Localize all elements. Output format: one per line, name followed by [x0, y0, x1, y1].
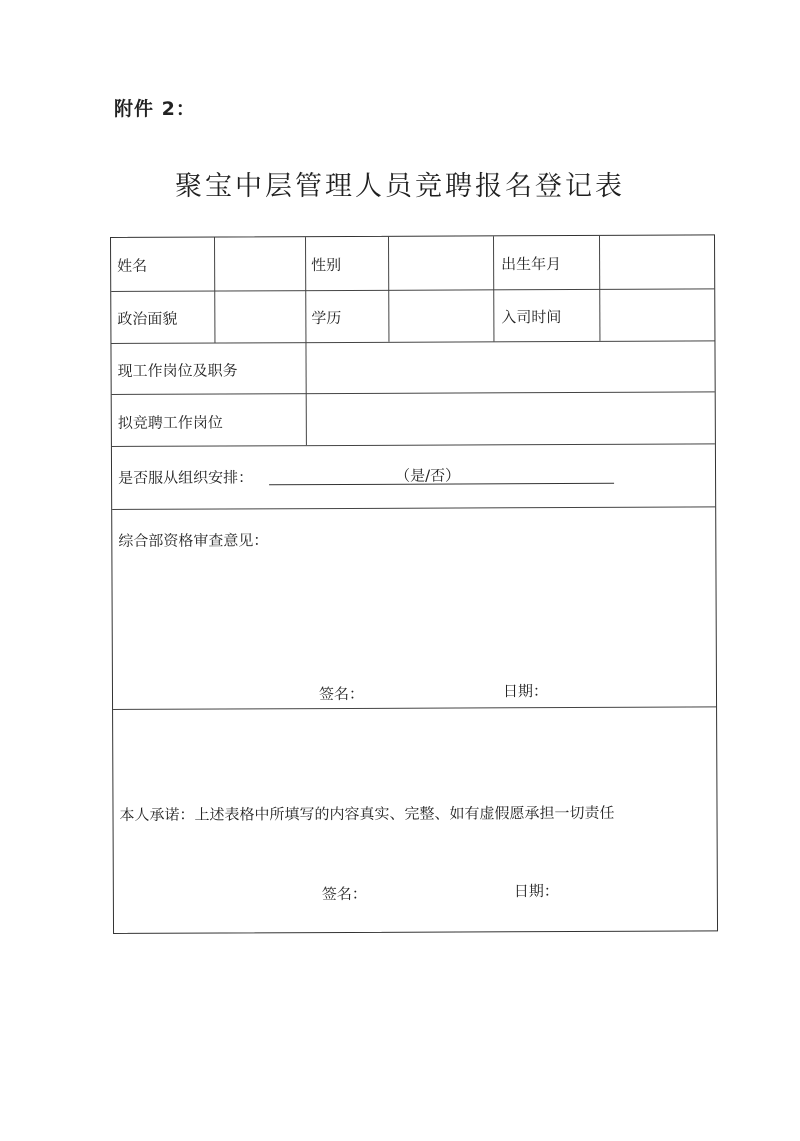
pledge-text: 本人承诺：上述表格中所填写的内容真实、完整、如有虚假愿承担一切责任: [119, 803, 615, 824]
form-title: 聚宝中层管理人员竞聘报名登记表: [175, 171, 625, 202]
review-opinion-label: 综合部资格审查意见：: [118, 531, 269, 550]
current-position-label: 现工作岗位及职务: [117, 361, 238, 380]
attachment-label: 附件 2：: [114, 98, 196, 120]
join-date-label: 入司时间: [501, 308, 562, 327]
education-label: 学历: [311, 308, 342, 328]
pledge-signature-label: 签名：: [321, 884, 367, 904]
review-signature-label: 签名：: [318, 684, 365, 704]
pledge-date-label: 日期：: [513, 882, 559, 901]
target-position-label: 拟竞聘工作岗位: [117, 413, 223, 432]
gender-label: 性别: [311, 255, 342, 275]
col-divider-3: [388, 237, 389, 342]
row-divider-1: [111, 288, 714, 292]
name-label: 姓名: [117, 256, 148, 275]
obey-arrangement-options: （是/否）: [395, 466, 461, 485]
row-divider-3: [112, 391, 715, 395]
birth-date-label: 出生年月: [501, 255, 562, 274]
obey-arrangement-label: 是否服从组织安排：: [118, 468, 254, 487]
political-status-label: 政治面貌: [117, 309, 178, 328]
registration-form-table: [110, 234, 718, 934]
row-divider-2: [111, 340, 714, 344]
col-divider-1: [214, 238, 215, 343]
review-date-label: 日期：: [502, 682, 549, 701]
row-divider-5: [112, 506, 715, 510]
row-divider-4: [112, 443, 715, 447]
row-divider-6: [113, 706, 716, 710]
